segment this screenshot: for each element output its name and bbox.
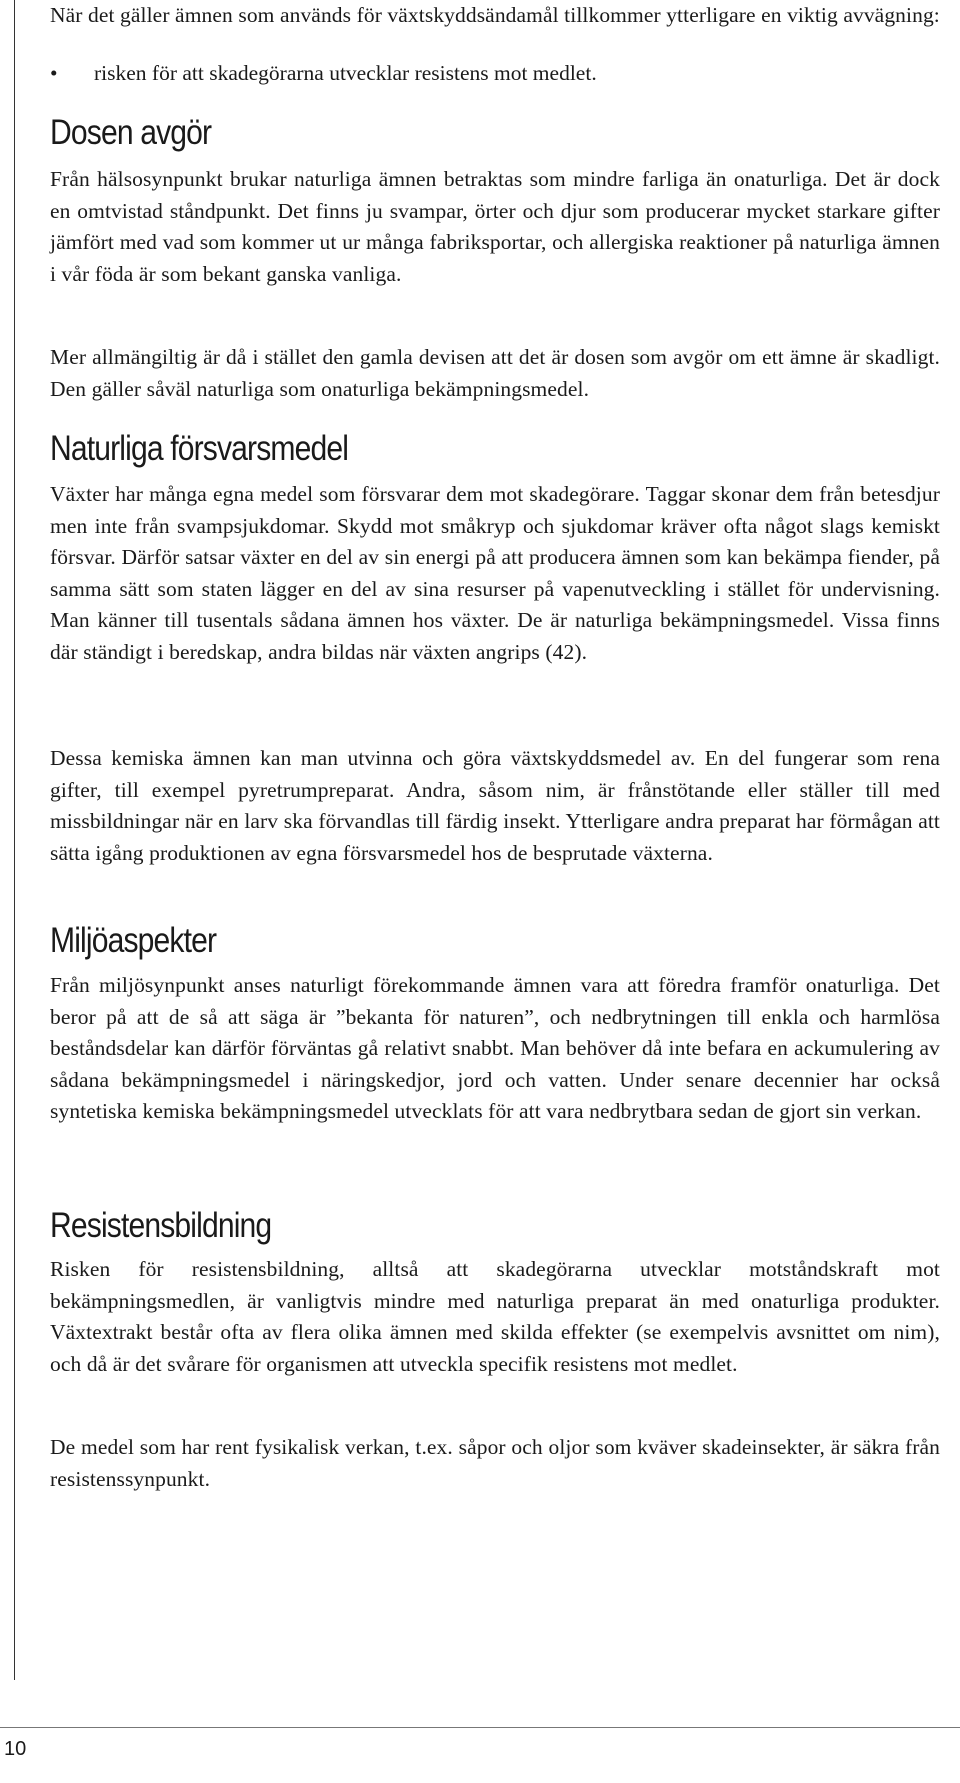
left-margin-rule (14, 0, 15, 1680)
intro-lead: När det gäller ämnen som används för växtskyddsändamål tillkommer ytterligare en viktig avvägning: (50, 3, 940, 27)
section-paragraph: Växter har många egna medel som försvarar dem mot skadegörare. Taggar skonar dem från betesdjur men inte från svampsjukdomar. Skydd mot småkryp och sjukdomar kräver ofta något slags kemiskt försvar. Därför satsar växter en del av sin energi på att producera ämnen som kan bekämpa fiender, på samma sätt som staten lägger en del av sina resurser på vapenutveckling i stället för undervisning. Man känner till tusentals sådana ämnen hos växter. De är naturliga bekämpningsmedel. Vissa finns där ständigt i beredskap, andra bildas när växten angrips (42). (50, 482, 940, 664)
page-number: 10 (4, 1738, 27, 1760)
footer-rule (0, 1727, 960, 1728)
section-paragraph: Från miljösynpunkt anses naturligt förekommande ämnen vara att föredra framför onaturliga. Det beror på att de så att säga är ”bekanta för naturen”, och nedbrytningen till enkla och harmlösa beståndsdelar kan därför förväntas gå relativt snabbt. Man behöver då inte befara en ackumulering av sådana bekämpningsmedel i näringskedjor, jord och vatten. Under senare decennier har också syntetiska kemiska bekämpningsmedel utvecklats för att vara nedbrytbara sedan de gjort sin verkan. (50, 973, 940, 1123)
intro-bullet-item (50, 58, 940, 90)
section-paragraph: Dessa kemiska ämnen kan man utvinna och göra växtskyddsmedel av. En del fungerar som rena gifter, till exempel pyretrumpreparat. Andra, såsom nim, är frånstötande eller ställer till med missbildningar när en larv ska förvandlas till färdig insekt. Ytterligare andra preparat har förmågan att sätta igång produktionen av egna försvarsmedel hos de besprutade växterna. (50, 746, 940, 865)
section-paragraph: De medel som har rent fysikalisk verkan, t.ex. såpor och oljor som kväver skadeinsekter, är säkra från resistenssynpunkt. (50, 1435, 940, 1491)
section-heading-dosen-avgor: Dosen avgör (50, 113, 212, 152)
section-paragraph: Mer allmängiltig är då i stället den gamla devisen att det är dosen som avgör om ett ämne är skadligt. Den gäller såväl naturliga som onaturliga bekämpningsmedel. (50, 345, 940, 401)
section-paragraph: Från hälsosynpunkt brukar naturliga ämnen betraktas som mindre farliga än onaturliga. Det är dock en omtvistad ståndpunkt. Det finns ju svampar, örter och djur som producerar mycket starkare gifter jämfört med vad som kommer ut ur många fabriksportar, och allergiska reaktioner på naturliga ämnen i vår föda är som bekant ganska vanliga. (50, 167, 940, 286)
intro-bullet-text: risken för att skadegörarna utvecklar resistens mot medlet. (94, 61, 597, 85)
section-heading-naturliga-forsvarsmedel: Naturliga försvarsmedel (50, 429, 349, 468)
section-heading-miljoaspekter: Miljöaspekter (50, 921, 217, 960)
bullet-icon: • (50, 61, 58, 85)
section-paragraph: Risken för resistensbildning, alltså att skadegörarna utvecklar motståndskraft mot bekämpningsmedlen, är vanligtvis mindre med naturliga preparat än med onaturliga produkter. Växtextrakt består ofta av flera olika ämnen med skilda effekter (se exempelvis avsnittet om nim), och då är det svårare för organismen att utveckla specifik resistens mot medlet. (50, 1257, 940, 1376)
section-heading-resistensbildning: Resistensbildning (50, 1206, 272, 1245)
